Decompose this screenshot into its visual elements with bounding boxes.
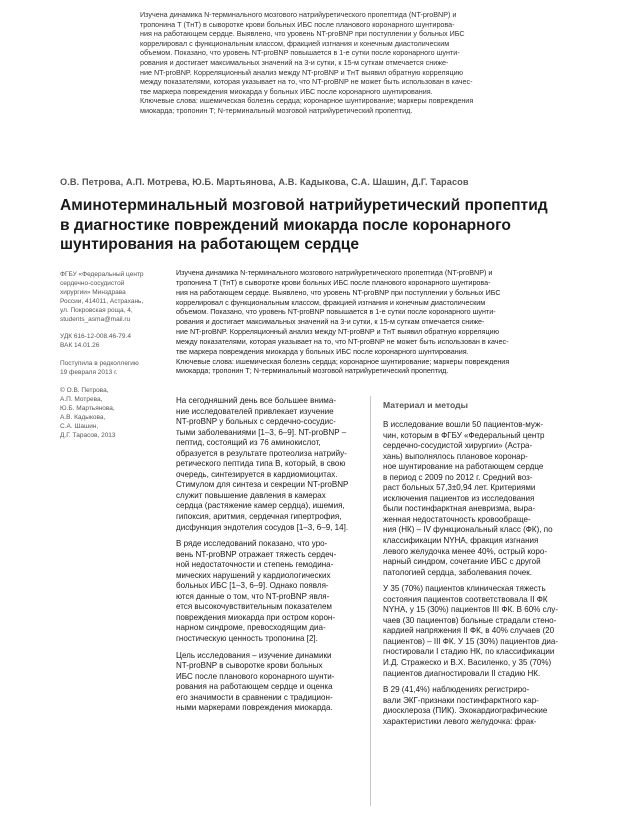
abstract-line: миокарда; тропонин Т; N-терминальный мозговой натрийуретический пропептид. bbox=[140, 105, 413, 115]
article-title bbox=[60, 196, 570, 255]
text-line: пациентов диагностировали II стадию НК. bbox=[383, 668, 541, 678]
text-line: классификации NYHA, фракция изгнания bbox=[383, 536, 539, 546]
abstract-line: коррелировал с функциональным классом, фракцией изгнания и конечным диастолическим bbox=[176, 297, 486, 307]
title-line: Аминотерминальный мозговой натрийуретический пропептид bbox=[60, 197, 548, 214]
abstract-line: тропонина Т (ТнТ) в сыворотке крови больных ИБС после планового коронарного шунтирова- bbox=[140, 19, 455, 29]
text-line: чин, которым в ФГБУ «Федеральный центр bbox=[383, 430, 545, 440]
text-line: вали ЭКГ-признаки постинфарктного кар- bbox=[383, 695, 539, 705]
top-abstract-paragraph bbox=[140, 10, 570, 116]
abstract-line: ния на работающем сердце. Выявлено, что уровень NT-proBNP при поступлении у больных ИБС bbox=[176, 287, 501, 297]
abstract-line: Ключевые слова: ишемическая болезнь сердца; коронарное шунтирование; маркеры повреждения bbox=[176, 356, 510, 366]
code-line: УДК 616-12-008.46-79.4 bbox=[60, 333, 131, 341]
text-line: состояния пациентов соответствовала II ФК bbox=[383, 594, 548, 604]
text-line: гностировали I стадию НК, по классификации bbox=[383, 647, 555, 657]
text-line: ретического пептида типа В, который, в свою bbox=[176, 459, 346, 469]
text-line: Стимулом для синтеза и секреции NT-proBNP bbox=[176, 480, 349, 490]
text-line: гипоксия, аритмия, сердечная гипертрофия, bbox=[176, 512, 342, 522]
body-paragraph bbox=[176, 396, 364, 533]
text-line: В исследование вошли 50 пациентов-муж- bbox=[383, 420, 544, 429]
text-line: тыми заболеваниями [1–3, 6–9]. NT-proBNP – bbox=[176, 427, 347, 437]
body-paragraph bbox=[383, 420, 573, 578]
abstract-line: коррелировал с функциональным классом, фракцией изгнания и конечным диастолическим bbox=[140, 38, 450, 48]
text-line: ное шунтирование на работающем сердце bbox=[383, 462, 544, 472]
text-line: гностическую ценность тропонина [2]. bbox=[176, 634, 318, 644]
affiliation-line: хирургии» Минздрава bbox=[60, 288, 126, 296]
body-paragraph bbox=[176, 651, 364, 714]
title-line: шунтирования на работающем сердце bbox=[60, 236, 359, 253]
text-line: кардией напряжения II ФК, в 40% случаев (20 bbox=[383, 626, 555, 636]
copyright-line: А.В. Кадыкова, bbox=[60, 413, 106, 421]
text-line: диосклероза (ПИК). Эхокардиографические bbox=[383, 706, 548, 716]
title-line: в диагностике повреждений миокарда после коронарного bbox=[60, 216, 511, 234]
text-line: NT-proBNP у больных с сердечно-сосудис- bbox=[176, 417, 336, 427]
text-line: рования на работающем сердце и оценка bbox=[176, 682, 333, 692]
text-line: И.Д. Стражеско и В.Х. Василенко, у 35 (70%) bbox=[383, 658, 552, 668]
abstract-line: тве маркера повреждения миокарда у больных ИБС после коронарного шунтирования. bbox=[140, 86, 433, 96]
text-line: вень NT-proBNP отражает тяжесть сердеч- bbox=[176, 549, 337, 559]
text-line: раст больных 57,3±0,94 лет. Критериями bbox=[383, 483, 536, 493]
copyright-line: © О.В. Петрова, bbox=[60, 387, 109, 395]
text-line: сердца (растяжение камер сердца), ишемия, bbox=[176, 501, 345, 511]
authors-line: О.В. Петрова, А.П. Мотрева, Ю.Б. Мартьянова, А.В. Кадыкова, С.А. Шашин, Д.Г. Тарасов bbox=[60, 177, 469, 187]
abstract-line: ния на работающем сердце. Выявлено, что уровень NT-proBNP при поступлении у больных ИБС bbox=[140, 29, 465, 39]
body-column-right bbox=[383, 396, 573, 733]
text-line: NT-proBNP в сыворотке крови больных bbox=[176, 661, 323, 671]
copyright-line: Ю.Б. Мартьянова, bbox=[60, 404, 115, 412]
copyright-line: А.П. Мотрева, bbox=[60, 395, 103, 403]
text-line: были постинфарктная аневризма, выра- bbox=[383, 504, 536, 514]
abstract-line: Ключевые слова: ишемическая болезнь сердца; коронарное шунтирование; маркеры повреждения bbox=[140, 96, 474, 106]
text-line: в период с 2009 по 2012 г. Средний воз- bbox=[383, 472, 533, 482]
abstract-block bbox=[176, 268, 576, 376]
abstract-line: между показателями, которая указывает на то, что NT-proBNP не может быть использован в качес- bbox=[140, 77, 473, 87]
copyright-block bbox=[60, 387, 156, 440]
text-line: NYHA, у 15 (30%) пациентов III ФК. В 60% слу- bbox=[383, 605, 558, 615]
section-heading-methods: Материал и методы bbox=[383, 400, 468, 410]
article-sidebar bbox=[60, 271, 156, 450]
text-line: пациентов) – III ФК. У 15 (30%) пациентов диа- bbox=[383, 636, 559, 646]
text-line: ются данные о том, что NT-proBNP явля- bbox=[176, 591, 330, 601]
body-paragraph bbox=[383, 685, 573, 727]
text-line: дисфункция эндотелия сосудов [1–3, 6–9, 14]. bbox=[176, 522, 349, 532]
text-line: Цель исследования – изучение динамики bbox=[176, 650, 332, 660]
text-line: его значимости в сравнении с традицион- bbox=[176, 692, 333, 702]
body-column-left bbox=[176, 396, 371, 806]
text-line: характеристики левого желудочка: фрак- bbox=[383, 716, 537, 726]
abstract-line: Изучена динамика N-терминального мозгового натрийуретического пропептида (NT-proBNP) и bbox=[140, 10, 457, 19]
affiliation-line: ул. Покровская роща, 4, bbox=[60, 306, 133, 314]
body-paragraph bbox=[383, 584, 573, 679]
received-line: 19 февраля 2013 г. bbox=[60, 369, 118, 377]
abstract-line: Изучена динамика N-терминального мозгового натрийуретического пропептида (NT-proBNP) и bbox=[176, 268, 493, 277]
abstract-line: рования и достигает максимальных значений на 3-и сутки, к 15-м суткам отмечается сниже- bbox=[140, 57, 449, 67]
classification-codes bbox=[60, 333, 156, 351]
abstract-paragraph bbox=[176, 268, 576, 376]
text-line: повреждения миокарда при остром корон- bbox=[176, 612, 336, 622]
received-date bbox=[60, 360, 156, 378]
text-line: В ряде исследований показано, что уро- bbox=[176, 539, 328, 549]
text-line: ной недостаточности и степень гемодина- bbox=[176, 560, 334, 570]
text-line: пептид, состоящий из 76 аминокислот, bbox=[176, 438, 321, 448]
affiliation-line: России, 414011, Астрахань, bbox=[60, 297, 144, 305]
text-line: ными маркерами повреждения миокарда. bbox=[176, 703, 333, 713]
text-line: ется высокочувствительным показателем bbox=[176, 602, 332, 612]
affiliation-line: сердечно-сосудистой bbox=[60, 279, 125, 287]
text-line: сердечно-сосудистой хирургии» (Астра- bbox=[383, 441, 533, 451]
text-line: нарном синдроме, превосходящим диа- bbox=[176, 623, 326, 633]
text-line: исключения пациентов из исследования bbox=[383, 493, 535, 503]
text-line: больных ИБС [1–3, 6–9]. Однако появля- bbox=[176, 581, 329, 591]
text-line: ния (НК) – IV функциональный класс (ФК), по bbox=[383, 525, 553, 535]
affiliation-line: ФГБУ «Федеральный центр bbox=[60, 271, 144, 278]
abstract-line: объемом. Показано, что уровень NT-proBNP повышается в 1-е сутки после коронарного шунти- bbox=[140, 48, 460, 58]
text-line: патологией сердца, заболевания почек. bbox=[383, 567, 533, 577]
affiliation-line: students_asma@mail.ru bbox=[60, 315, 131, 323]
body-paragraph bbox=[176, 539, 364, 644]
abstract-line: тве маркера повреждения миокарда у больных ИБС после коронарного шунтирования. bbox=[176, 346, 469, 356]
copyright-line: С.А. Шашин, bbox=[60, 422, 99, 430]
abstract-line: между показателями, которая указывает на то, что NT-proBNP не может быть использован в качес- bbox=[176, 336, 509, 346]
abstract-line: рования и достигает максимальных значений на 3-и сутки, к 15-м суткам отмечается сниже- bbox=[176, 317, 485, 327]
text-line: образуется в результате протеолиза натрийу- bbox=[176, 448, 347, 458]
text-line: На сегодняшний день все большее внима- bbox=[176, 396, 336, 405]
methods-paragraphs bbox=[383, 420, 573, 727]
text-line: очередь, синтезируется в кардиомиоцитах. bbox=[176, 469, 338, 479]
text-line: служит повышение давления в камерах bbox=[176, 490, 326, 500]
abstract-line: миокарда; тропонин Т; N-терминальный мозговой натрийуретический пропептид. bbox=[176, 366, 449, 376]
abstract-line: объемом. Показано, что уровень NT-proBNP повышается в 1-е сутки после коронарного шунти- bbox=[176, 307, 496, 317]
text-line: В 29 (41,4%) наблюдениях регистриро- bbox=[383, 685, 530, 695]
abstract-line: тропонина Т (ТнТ) в сыворотке крови больных ИБС после планового коронарного шунтирова- bbox=[176, 277, 491, 287]
text-line: левого желудочка менее 40%, острый коро- bbox=[383, 546, 548, 556]
text-line: женная недостаточность кровообраще- bbox=[383, 514, 531, 524]
text-line: нарный синдром, сочетание ИБС с другой bbox=[383, 557, 541, 567]
top-abstract-block bbox=[140, 10, 570, 116]
code-line: ВАК 14.01.26 bbox=[60, 342, 100, 350]
affiliation-block bbox=[60, 271, 156, 324]
text-line: У 35 (70%) пациентов клиническая тяжесть bbox=[383, 584, 546, 594]
text-line: хань) выполнялось плановое коронар- bbox=[383, 451, 528, 461]
text-line: мических нарушений у кардиологических bbox=[176, 570, 331, 580]
text-line: ние исследователей привлекает изучение bbox=[176, 406, 334, 416]
received-line: Поступила в редколлегию bbox=[60, 360, 139, 368]
text-line: ИБС после планового коронарного шунти- bbox=[176, 671, 335, 681]
abstract-line: ние NT-proBNP. Корреляционный анализ между NT-proBNP и ТнТ выявил обратную корреляцию bbox=[140, 67, 464, 77]
copyright-line: Д.Г. Тарасов, 2013 bbox=[60, 431, 116, 439]
abstract-line: ние NT-proBNP. Корреляционный анализ между NT-proBNP и ТнТ выявил обратную корреляцию bbox=[176, 327, 500, 337]
text-line: чаев (30 пациентов) больные страдали стено- bbox=[383, 615, 557, 625]
